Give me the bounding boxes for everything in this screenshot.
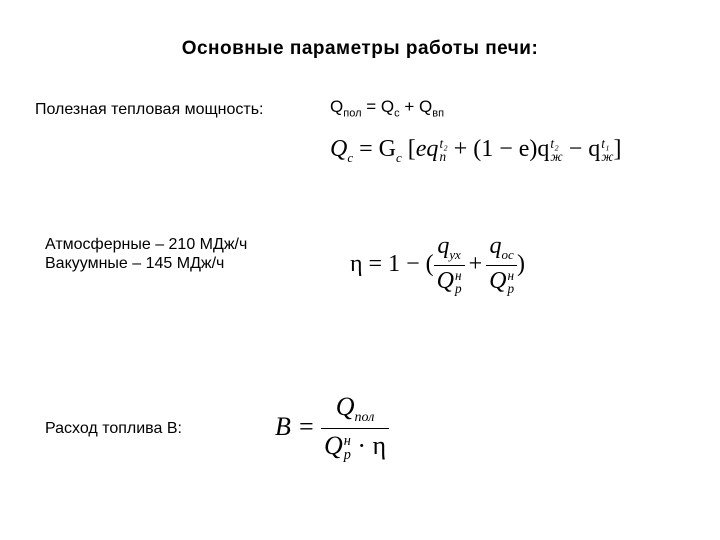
useful-power-equation: $Q_{пол} = Q_с + Q_{вп}$ <box>330 97 445 120</box>
fuel-rate-equation: B = $Q_{пол}$ Q н р · η <box>275 392 389 463</box>
heat-balance-equation: $Q_c = G_c$ [eq t₂ п + (1 − e)q t₂ ж − q t₁ ж ] <box>330 136 622 165</box>
useful-power-label: Полезная тепловая мощность: <box>35 101 264 118</box>
fuel-rate-label: Расход топлива B: <box>45 420 182 437</box>
efficiency-lhs: η = 1 − ( <box>350 250 434 277</box>
vacuum-label: Вакуумные – 145 МДж/ч <box>45 255 225 272</box>
fraction-environment: $q_{ос}$ Q н р <box>486 233 517 295</box>
fraction-fuel: $Q_{пол}$ Q н р · η <box>321 392 389 463</box>
fraction-flue: $q_{ух}$ Q н р <box>434 233 465 295</box>
efficiency-equation: η = 1 − ( $q_{ух}$ Q н р + $q_{ос}$ Q н р ) <box>350 233 526 297</box>
slide-title: Основные параметры работы печи: <box>181 38 539 59</box>
atmospheric-label: Атмосферные – 210 МДж/ч <box>45 236 248 253</box>
